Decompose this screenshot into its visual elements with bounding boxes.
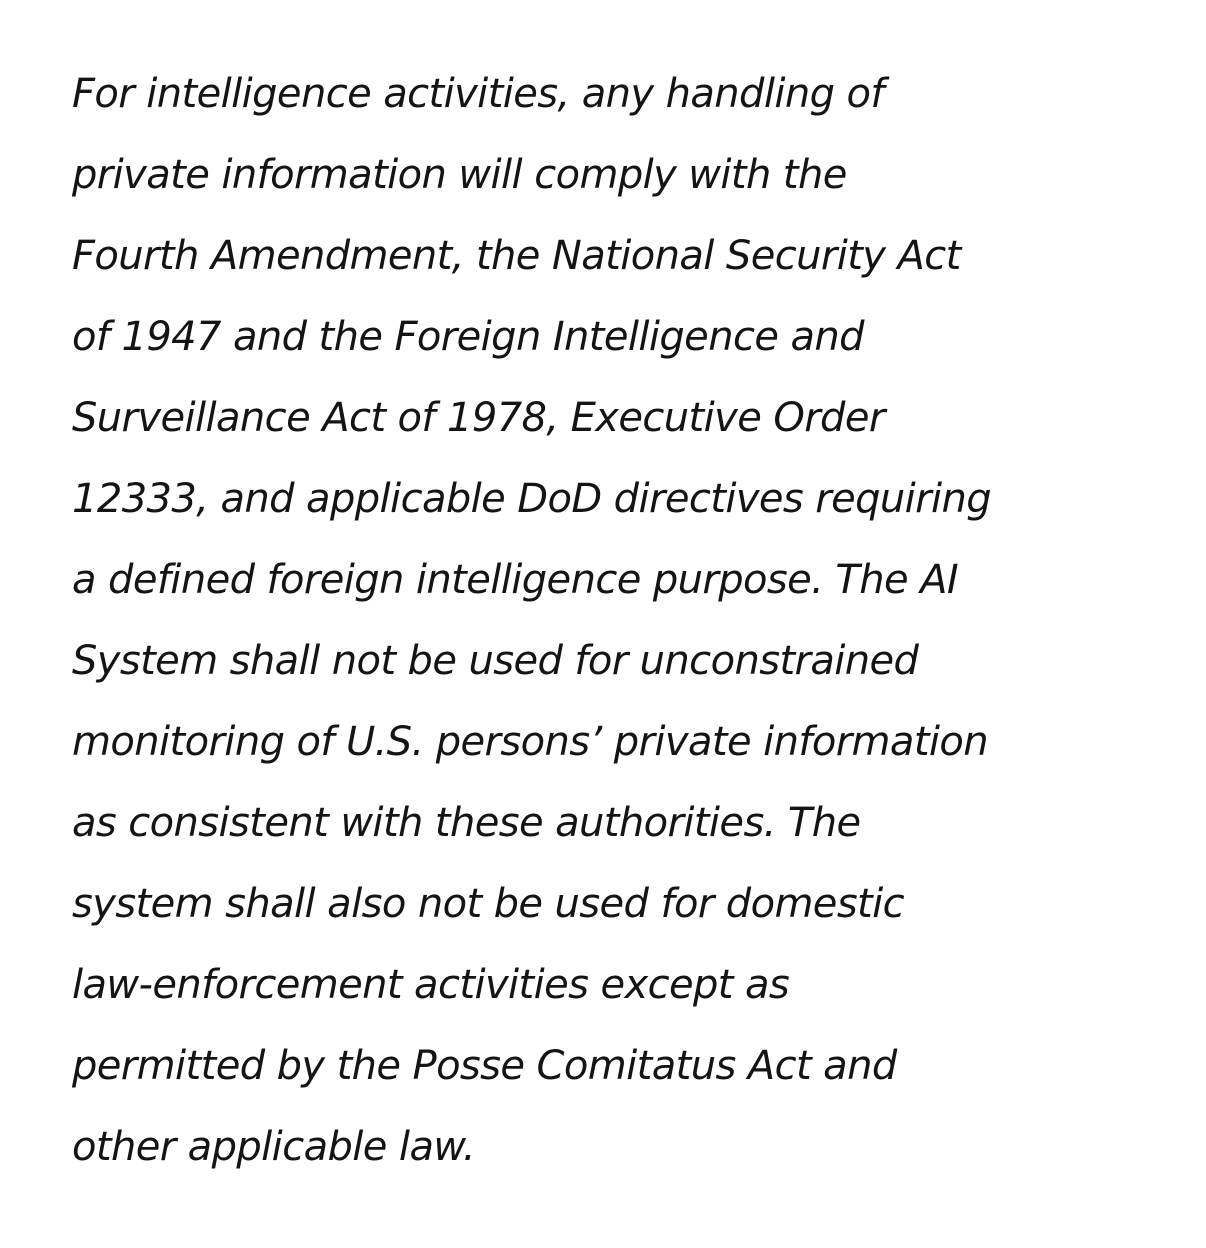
paragraph-line: of 1947 and the Foreign Intelligence and <box>72 314 864 360</box>
paragraph-line: Fourth Amendment, the National Security Act <box>72 233 961 279</box>
paragraph-line: For intelligence activities, any handling of <box>72 71 884 117</box>
paragraph-line: law-enforcement activities except as <box>72 962 790 1008</box>
paragraph-line: as consistent with these authorities. The <box>72 800 861 846</box>
paragraph-line: permitted by the Posse Comitatus Act and <box>72 1043 897 1089</box>
paragraph-line: private information will comply with the <box>72 152 847 198</box>
paragraph-line: 12333, and applicable DoD directives requiring <box>72 476 992 522</box>
policy-paragraph <box>72 61 1182 1195</box>
paragraph-line: Surveillance Act of 1978, Executive Order <box>72 395 885 441</box>
paragraph-line: system shall also not be used for domestic <box>72 881 905 927</box>
paragraph-line: a defined foreign intelligence purpose. The AI <box>72 557 959 603</box>
paragraph-line: monitoring of U.S. persons’ private information <box>72 719 989 765</box>
paragraph-line: other applicable law. <box>72 1124 476 1170</box>
paragraph-line: System shall not be used for unconstrained <box>72 638 919 684</box>
